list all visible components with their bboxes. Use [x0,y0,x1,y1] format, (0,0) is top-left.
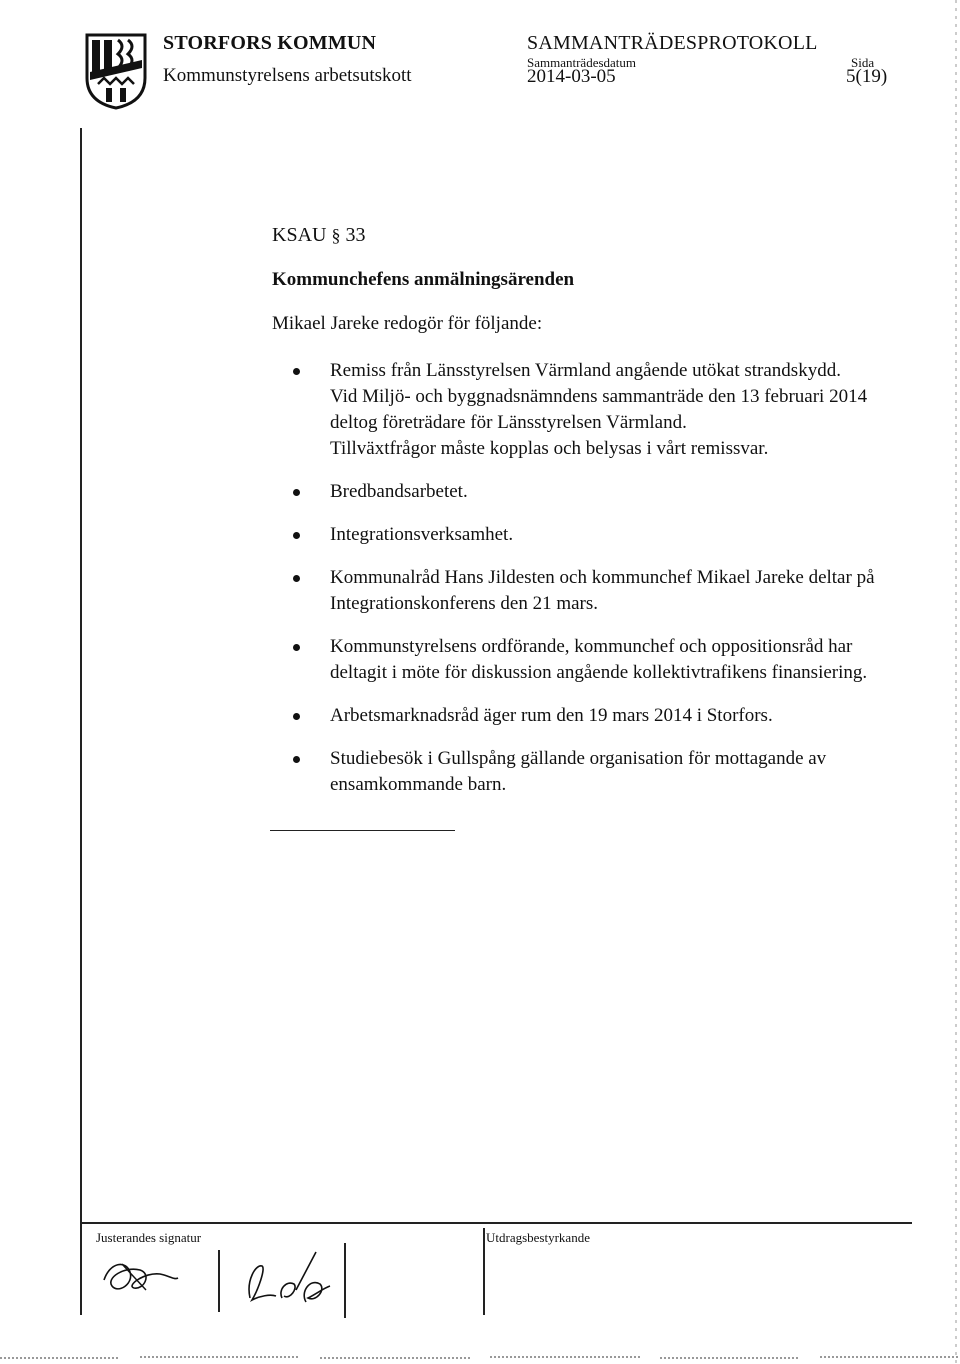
bullet-text-line: Kommunalråd Hans Jildesten och kommunchef Mikael Jareke deltar på [330,567,875,588]
bullet-text-line: Remiss från Länsstyrelsen Värmland angående utökat strandskydd. [330,360,841,381]
section-symbol: § [331,225,341,245]
signature-2 [236,1250,332,1308]
bullet-text-line: Kommunstyrelsens ordförande, kommunchef och oppositionsråd har [330,636,853,657]
signature-1 [100,1250,180,1300]
bullet-text-line: Arbetsmarknadsråd äger rum den 19 mars 2014 i Storfors. [330,705,773,726]
meeting-date: 2014-03-05 [527,66,616,87]
bullet-item [293,479,913,505]
footer-divider [218,1250,220,1312]
signatures-label: Justerandes signatur [96,1230,202,1245]
page-label: Sida [851,55,875,70]
bullet-text-line: deltog företrädare för Länsstyrelsen Värmland. [330,412,687,433]
section-reference [272,224,365,247]
footer-divider [344,1243,346,1318]
section-heading: Kommunchefens anmälningsärenden [272,269,575,290]
bullet-item [293,522,913,548]
bullet-text-line: Studiebesök i Gullspång gällande organisation för mottagande av [330,748,827,769]
extract-certification-label: Utdragsbestyrkande [486,1230,590,1245]
bullet-text-line: Integrationskonferens den 21 mars. [330,593,599,614]
footer-divider [483,1228,485,1315]
organization-name: STORFORS KOMMUN [163,32,377,54]
bullet-text-line: Bredbandsarbetet. [330,481,468,502]
bullet-list [293,358,913,798]
bullet-item [293,634,913,686]
section-prefix: KSAU [272,224,327,246]
bullet-item [293,358,913,462]
bullet-item [293,565,913,617]
coat-of-arms-icon [84,32,148,110]
committee-name: Kommunstyrelsens arbetsutskott [163,65,412,86]
end-rule [270,830,455,831]
meeting-date-label: Sammanträdesdatum [527,55,637,70]
section-number: 33 [345,224,366,246]
page-number: 5(19) [846,66,888,87]
bullet-text-line: Integrationsverksamhet. [330,524,514,545]
intro-text: Mikael Jareke redogör för följande: [272,313,543,334]
scan-edge-noise [952,0,960,1364]
bullet-text-line: Vid Miljö- och byggnadsnämndens sammanträde den 13 februari 2014 [330,386,868,407]
bullet-text-line: ensamkommande barn. [330,774,507,795]
bullet-text-line: Tillväxtfrågor måste kopplas och belysas i vårt remissvar. [330,438,769,459]
margin-rule [80,128,82,1315]
bullet-item [293,746,913,798]
bullet-item [293,703,913,729]
footer-rule [82,1222,912,1224]
bullet-text-line: deltagit i möte för diskussion angående kollektivtrafikens finansiering. [330,662,868,683]
scan-edge-noise [0,1352,960,1362]
document-type: SAMMANTRÄDESPROTOKOLL [527,32,818,54]
